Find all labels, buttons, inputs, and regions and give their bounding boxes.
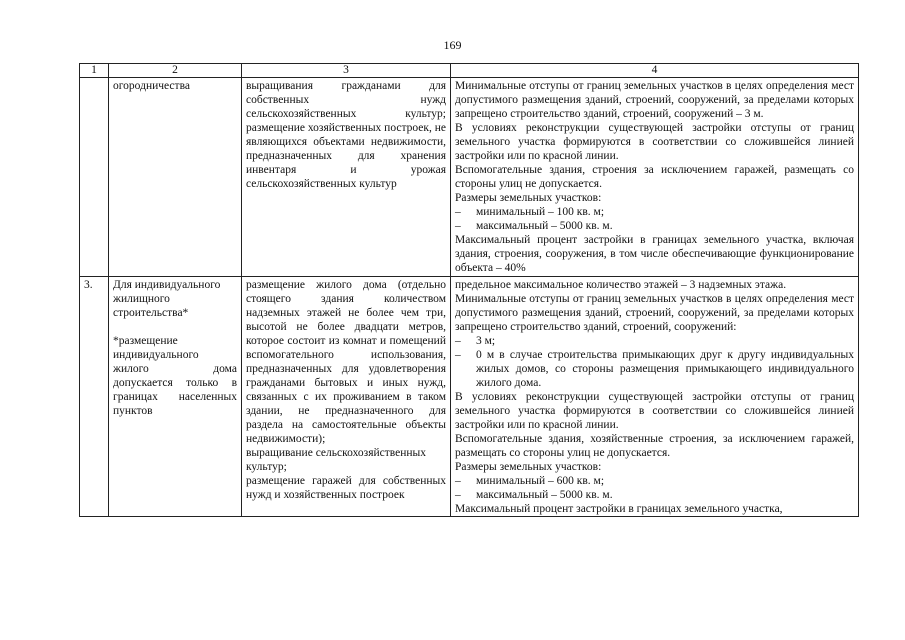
paragraph: В условиях реконструкции существующей застройки отступы от границ земельного участка формируются в соответствии со сложившейся линией застройки или по красной линии.: [455, 391, 854, 431]
paragraph: Максимальный процент застройки в границах земельного участка,: [455, 503, 783, 515]
table-header-row: [80, 64, 859, 78]
page-number: 169: [443, 38, 462, 52]
list-item: [455, 205, 854, 219]
paragraph: размещение жилого дома (отдельно стоящего здания количеством надземных этажей не более чем три, высотой не более двадцати метров, которое состоит из комнат и помещений вспомогательного использования, предназначенных для удовлетворения гражданами бытовых и иных нужд, связанных с их проживанием в таком здании, не предназначенного для раздела на самостоятельные объекты недвижимости);: [246, 279, 446, 445]
paragraph: размещение гаражей для собственных нужд и хозяйственных построек: [246, 475, 446, 501]
header-cell-4: 4: [451, 64, 859, 78]
use-type-cell: [109, 277, 242, 517]
dash-marker: –: [455, 206, 461, 218]
paragraph: Размеры земельных участков:: [455, 192, 602, 204]
use-type-title: Для индивидуального жилищного строительства*: [113, 279, 221, 319]
paragraph: выращивание сельскохозяйственных культур;: [246, 447, 427, 473]
row-number-cell: [80, 78, 109, 277]
use-description-cell: [242, 277, 451, 517]
dash-marker: –: [455, 349, 461, 361]
dash-marker: –: [455, 335, 461, 347]
list-item: [455, 474, 854, 488]
table-row: [80, 277, 859, 517]
list-item-text: 3 м;: [476, 335, 496, 347]
paragraph: Максимальный процент застройки в границах земельного участка, включая здания, строения, сооружения, в том числе обеспечивающие функционирование объекта – 40%: [455, 234, 854, 274]
list-item: [455, 334, 854, 348]
header-cell-3: 3: [242, 64, 451, 78]
parameters-cell: [451, 277, 859, 517]
paragraph: предельное максимальное количество этажей – 3 надземных этажа.: [455, 279, 787, 291]
paragraph: Вспомогательные здания, строения за исключением гаражей, размещать со стороны улиц не допускается.: [455, 164, 854, 190]
list-item-text: минимальный – 600 кв. м;: [476, 475, 605, 487]
paragraph: Минимальные отступы от границ земельных участков в целях определения мест допустимого размещения зданий, строений, сооружений, за пределами которых запрещено строительство зданий, строений, сооружений – 3 м.: [455, 80, 854, 120]
table-row: [80, 78, 859, 277]
dash-marker: –: [455, 220, 461, 232]
paragraph: Вспомогательные здания, хозяйственные строения, за исключением гаражей, размещать со стороны улиц не допускается.: [455, 433, 854, 459]
paragraph: Размеры земельных участков:: [455, 461, 602, 473]
use-type-footnote: *размещение индивидуального жилого дома допускается только в границах населенных пунктов: [113, 335, 237, 417]
row-number-cell: 3.: [80, 277, 109, 517]
list-item-text: максимальный – 5000 кв. м.: [476, 220, 613, 232]
list-item: [455, 219, 854, 233]
list-item-text: минимальный – 100 кв. м;: [476, 206, 605, 218]
paragraph: В условиях реконструкции существующей застройки отступы от границ земельного участка формируются в соответствии со сложившейся линией застройки или по красной линии.: [455, 122, 854, 162]
use-type-cell: огородничества: [109, 78, 242, 277]
list-item: [455, 488, 854, 502]
list-item-text: 0 м в случае строительства примыкающих друг к другу индивидуальных жилых домов, со стороны размещения примыкающего индивидуального жилого дома.: [476, 349, 854, 389]
parameters-cell: [451, 78, 859, 277]
paragraph: Минимальные отступы от границ земельных участков в целях определения мест допустимого размещения зданий, строений, сооружений, за пределами которых запрещено строительство зданий, строений, сооружений:: [455, 293, 854, 333]
header-cell-2: 2: [109, 64, 242, 78]
list-item-text: максимальный – 5000 кв. м.: [476, 489, 613, 501]
header-cell-1: 1: [80, 64, 109, 78]
list-item: [455, 348, 854, 390]
regulations-table: [79, 63, 859, 517]
dash-marker: –: [455, 489, 461, 501]
dash-marker: –: [455, 475, 461, 487]
use-description-cell: выращивания гражданами для собственных нужд сельскохозяйственных культур; размещение хозяйственных построек, не являющихся объектами недвижимости, предназначенных для хранения инвентаря и урожая сельскохозяйственных культур: [242, 78, 451, 277]
